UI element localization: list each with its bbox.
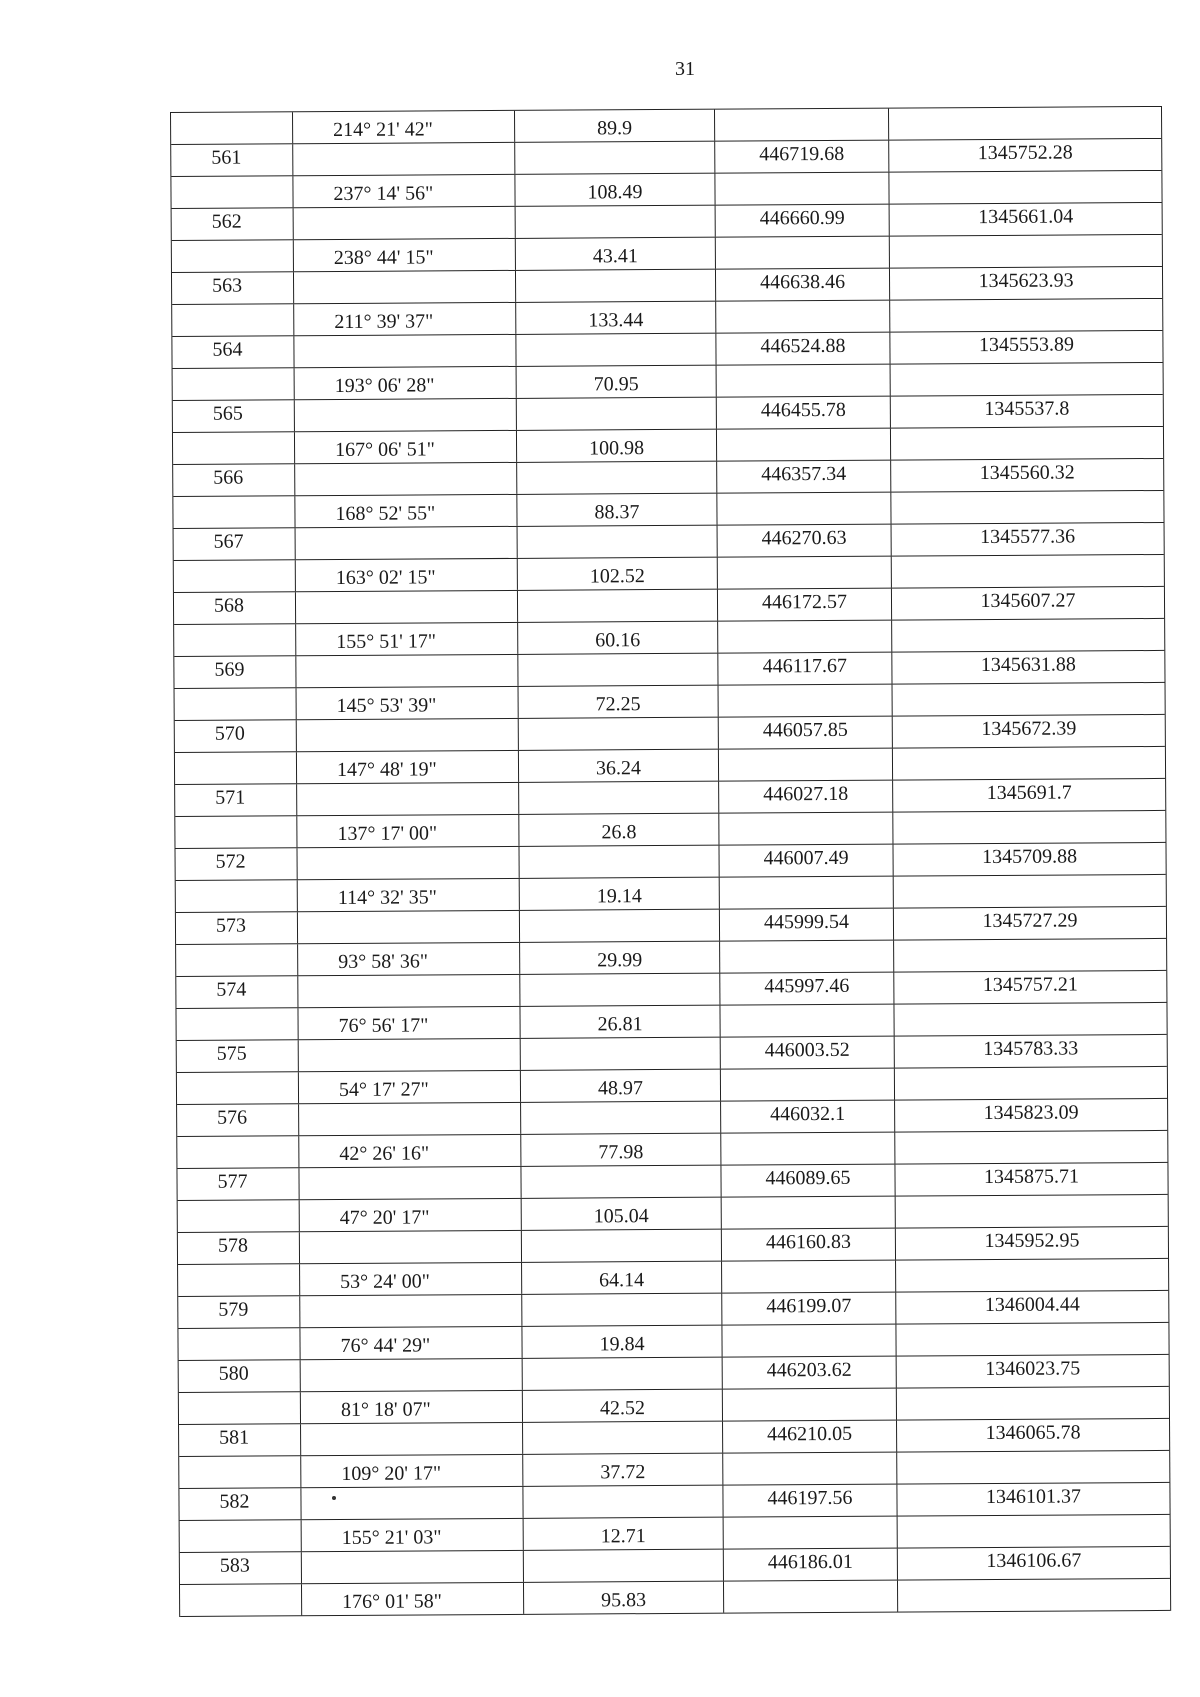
bearing-cell bbox=[297, 783, 519, 815]
distance-cell bbox=[518, 590, 718, 622]
northing-cell bbox=[895, 1067, 1167, 1100]
northing-cell bbox=[893, 811, 1165, 844]
easting-cell bbox=[721, 1133, 895, 1165]
bearing-cell: 76° 56' 17" bbox=[298, 1007, 520, 1039]
point-id-cell: 569 bbox=[174, 656, 296, 688]
northing-cell: 1345875.71 bbox=[983, 1165, 1080, 1189]
bearing-cell: 137° 17' 00" bbox=[297, 815, 519, 847]
easting-cell: 446172.57 bbox=[718, 589, 892, 621]
bearing-cell: 176° 01' 58" bbox=[302, 1583, 524, 1615]
point-id-cell bbox=[172, 304, 294, 336]
point-id-cell: 578 bbox=[178, 1232, 300, 1264]
point-id-cell bbox=[172, 240, 294, 272]
scan-speck bbox=[332, 1496, 336, 1500]
easting-cell bbox=[716, 301, 890, 333]
easting-cell: 446199.07 bbox=[722, 1293, 896, 1325]
easting-cell: 445999.54 bbox=[720, 909, 894, 941]
distance-cell bbox=[516, 334, 716, 366]
northing-cell: 1345752.28 bbox=[977, 141, 1073, 165]
bearing-cell bbox=[299, 1103, 521, 1135]
bearing-cell bbox=[300, 1295, 522, 1327]
point-id-cell: 572 bbox=[176, 848, 298, 880]
distance-cell: 12.71 bbox=[524, 1518, 724, 1550]
distance-cell bbox=[518, 526, 718, 558]
bearing-cell: 54° 17' 27" bbox=[299, 1071, 521, 1103]
northing-cell: 1345537.8 bbox=[984, 397, 1070, 421]
point-id-cell bbox=[179, 1392, 301, 1424]
easting-cell bbox=[718, 621, 892, 653]
distance-cell bbox=[519, 718, 719, 750]
distance-cell bbox=[524, 1550, 724, 1582]
point-id-cell: 567 bbox=[174, 528, 296, 560]
easting-cell bbox=[720, 877, 894, 909]
easting-cell: 446719.68 bbox=[715, 141, 889, 173]
bearing-cell: 42° 26' 16" bbox=[299, 1135, 521, 1167]
easting-cell bbox=[723, 1453, 897, 1485]
easting-cell: 446197.56 bbox=[723, 1485, 897, 1517]
bearing-cell bbox=[294, 271, 516, 303]
northing-cell bbox=[891, 491, 1163, 524]
easting-cell bbox=[717, 493, 891, 525]
distance-cell bbox=[516, 270, 716, 302]
distance-cell: 89.9 bbox=[515, 110, 715, 142]
distance-cell bbox=[520, 974, 720, 1006]
easting-cell bbox=[720, 1005, 894, 1037]
distance-cell: 72.25 bbox=[519, 686, 719, 718]
distance-cell bbox=[521, 1102, 721, 1134]
bearing-cell bbox=[297, 847, 519, 879]
point-id-cell bbox=[177, 1136, 299, 1168]
northing-cell bbox=[894, 875, 1166, 908]
northing-cell: 1346004.44 bbox=[984, 1293, 1080, 1317]
northing-cell bbox=[894, 1003, 1166, 1036]
distance-cell: 60.16 bbox=[518, 622, 718, 654]
point-id-cell: 574 bbox=[176, 976, 298, 1008]
northing-cell bbox=[893, 747, 1165, 780]
distance-cell bbox=[519, 846, 719, 878]
survey-coordinates-table bbox=[170, 106, 1171, 1617]
northing-cell: 1345560.32 bbox=[979, 461, 1075, 485]
northing-cell bbox=[892, 555, 1164, 588]
point-id-cell: 576 bbox=[177, 1104, 299, 1136]
northing-cell bbox=[889, 107, 1161, 140]
northing-cell: 1345691.7 bbox=[986, 781, 1072, 805]
distance-cell bbox=[520, 910, 720, 942]
easting-cell: 446638.46 bbox=[716, 269, 890, 301]
bearing-cell bbox=[301, 1487, 523, 1519]
point-id-cell bbox=[179, 1456, 301, 1488]
distance-cell: 26.8 bbox=[519, 814, 719, 846]
point-id-cell bbox=[175, 816, 297, 848]
northing-cell bbox=[890, 299, 1162, 332]
northing-cell bbox=[894, 939, 1166, 972]
point-id-cell: 565 bbox=[173, 400, 295, 432]
northing-cell bbox=[896, 1195, 1168, 1228]
bearing-cell: 211° 39' 37" bbox=[294, 303, 516, 335]
bearing-cell bbox=[302, 1551, 524, 1583]
northing-cell: 1345553.89 bbox=[978, 333, 1075, 357]
easting-cell bbox=[719, 685, 893, 717]
bearing-cell bbox=[294, 335, 516, 367]
northing-cell bbox=[892, 619, 1164, 652]
bearing-cell: 47° 20' 17" bbox=[300, 1199, 522, 1231]
easting-cell bbox=[719, 813, 893, 845]
bearing-cell: 53° 24' 00" bbox=[300, 1263, 522, 1295]
easting-cell bbox=[722, 1261, 896, 1293]
distance-cell: 48.97 bbox=[521, 1070, 721, 1102]
point-id-cell bbox=[177, 1072, 299, 1104]
distance-cell: 64.14 bbox=[522, 1262, 722, 1294]
easting-cell bbox=[717, 429, 891, 461]
bearing-cell: 114° 32' 35" bbox=[298, 879, 520, 911]
point-id-cell: 581 bbox=[179, 1424, 301, 1456]
bearing-cell bbox=[299, 1039, 521, 1071]
distance-cell bbox=[517, 398, 717, 430]
bearing-cell: 193° 06' 28" bbox=[295, 367, 517, 399]
distance-cell bbox=[518, 654, 718, 686]
bearing-cell: 76° 44' 29" bbox=[300, 1327, 522, 1359]
course-row bbox=[180, 1579, 1170, 1617]
easting-cell: 446089.65 bbox=[721, 1165, 895, 1197]
distance-cell: 105.04 bbox=[522, 1198, 722, 1230]
bearing-cell bbox=[301, 1359, 523, 1391]
bearing-cell bbox=[300, 1231, 522, 1263]
northing-cell bbox=[896, 1323, 1168, 1356]
easting-cell bbox=[722, 1325, 896, 1357]
distance-cell: 100.98 bbox=[517, 430, 717, 462]
point-id-cell: 573 bbox=[176, 912, 298, 944]
distance-cell: 95.83 bbox=[524, 1582, 724, 1614]
easting-cell: 446210.05 bbox=[723, 1421, 897, 1453]
easting-cell bbox=[721, 1069, 895, 1101]
northing-cell: 1345607.27 bbox=[980, 589, 1076, 613]
point-id-cell bbox=[171, 112, 293, 144]
distance-cell: 133.44 bbox=[516, 302, 716, 334]
easting-cell bbox=[724, 1517, 898, 1549]
northing-cell: 1346106.67 bbox=[986, 1549, 1082, 1573]
easting-cell: 446186.01 bbox=[724, 1549, 898, 1581]
point-id-cell bbox=[175, 688, 297, 720]
bearing-cell: 109° 20' 17" bbox=[301, 1455, 523, 1487]
northing-cell: 1345757.21 bbox=[982, 973, 1078, 997]
northing-cell bbox=[898, 1515, 1170, 1548]
distance-cell: 70.95 bbox=[517, 366, 717, 398]
bearing-cell: 155° 51' 17" bbox=[296, 623, 518, 655]
bearing-cell: 147° 48' 19" bbox=[297, 751, 519, 783]
point-id-cell: 563 bbox=[172, 272, 294, 304]
easting-cell: 446027.18 bbox=[719, 781, 893, 813]
point-id-cell bbox=[178, 1200, 300, 1232]
bearing-cell bbox=[296, 591, 518, 623]
distance-cell bbox=[519, 782, 719, 814]
bearing-cell bbox=[295, 463, 517, 495]
bearing-cell bbox=[297, 719, 519, 751]
distance-cell bbox=[522, 1294, 722, 1326]
bearing-cell bbox=[296, 527, 518, 559]
distance-cell bbox=[523, 1358, 723, 1390]
point-id-cell bbox=[173, 496, 295, 528]
northing-cell: 1345727.29 bbox=[982, 909, 1078, 933]
point-id-cell bbox=[171, 176, 293, 208]
northing-cell: 1346023.75 bbox=[985, 1357, 1081, 1381]
easting-cell: 446524.88 bbox=[716, 333, 890, 365]
northing-cell: 1345661.04 bbox=[978, 205, 1074, 229]
bearing-cell bbox=[293, 143, 515, 175]
distance-cell: 102.52 bbox=[518, 558, 718, 590]
bearing-cell bbox=[298, 975, 520, 1007]
northing-cell: 1345823.09 bbox=[983, 1101, 1079, 1125]
easting-cell: 446203.62 bbox=[723, 1357, 897, 1389]
distance-cell: 19.84 bbox=[522, 1326, 722, 1358]
point-id-cell: 564 bbox=[172, 336, 294, 368]
distance-cell: 26.81 bbox=[520, 1006, 720, 1038]
easting-cell: 446007.49 bbox=[719, 845, 893, 877]
bearing-cell: 155° 21' 03" bbox=[302, 1519, 524, 1551]
easting-cell bbox=[715, 109, 889, 141]
distance-cell: 43.41 bbox=[516, 238, 716, 270]
point-id-cell bbox=[174, 560, 296, 592]
point-id-cell bbox=[178, 1264, 300, 1296]
northing-cell bbox=[897, 1387, 1169, 1420]
point-id-cell: 575 bbox=[177, 1040, 299, 1072]
distance-cell: 37.72 bbox=[523, 1454, 723, 1486]
northing-cell: 1345709.88 bbox=[981, 845, 1078, 869]
northing-cell bbox=[898, 1579, 1170, 1612]
distance-cell: 77.98 bbox=[521, 1134, 721, 1166]
distance-cell bbox=[516, 206, 716, 238]
point-id-cell: 582 bbox=[179, 1488, 301, 1520]
distance-cell bbox=[523, 1422, 723, 1454]
easting-cell: 445997.46 bbox=[720, 973, 894, 1005]
distance-cell: 108.49 bbox=[515, 174, 715, 206]
northing-cell: 1345631.88 bbox=[980, 653, 1076, 677]
distance-cell bbox=[521, 1166, 721, 1198]
point-id-cell bbox=[175, 752, 297, 784]
easting-cell: 446117.67 bbox=[718, 653, 892, 685]
point-id-cell: 566 bbox=[173, 464, 295, 496]
point-id-cell: 568 bbox=[174, 592, 296, 624]
point-id-cell bbox=[180, 1584, 302, 1616]
easting-cell: 446032.1 bbox=[721, 1101, 895, 1133]
northing-cell bbox=[889, 171, 1161, 204]
page-number: 31 bbox=[675, 58, 695, 80]
northing-cell: 1345783.33 bbox=[983, 1037, 1079, 1061]
point-id-cell: 579 bbox=[178, 1296, 300, 1328]
bearing-cell: 214° 21' 42" bbox=[293, 111, 515, 143]
bearing-cell bbox=[296, 655, 518, 687]
point-id-cell bbox=[178, 1328, 300, 1360]
point-id-cell bbox=[174, 624, 296, 656]
northing-cell: 1346101.37 bbox=[985, 1485, 1082, 1509]
distance-cell: 42.52 bbox=[523, 1390, 723, 1422]
bearing-cell bbox=[298, 911, 520, 943]
distance-cell bbox=[522, 1230, 722, 1262]
easting-cell bbox=[722, 1197, 896, 1229]
bearing-cell bbox=[294, 207, 516, 239]
easting-cell bbox=[718, 557, 892, 589]
bearing-cell: 163° 02' 15" bbox=[296, 559, 518, 591]
northing-cell bbox=[890, 235, 1162, 268]
point-id-cell bbox=[176, 1008, 298, 1040]
bearing-cell: 145° 53' 39" bbox=[297, 687, 519, 719]
bearing-cell bbox=[299, 1167, 521, 1199]
easting-cell bbox=[715, 173, 889, 205]
bearing-cell: 237° 14' 56" bbox=[293, 175, 515, 207]
distance-cell: 88.37 bbox=[517, 494, 717, 526]
easting-cell: 446160.83 bbox=[722, 1229, 896, 1261]
northing-cell: 1345672.39 bbox=[981, 717, 1077, 741]
bearing-cell: 168° 52' 55" bbox=[295, 495, 517, 527]
easting-cell: 446660.99 bbox=[716, 205, 890, 237]
easting-cell: 446270.63 bbox=[718, 525, 892, 557]
distance-cell bbox=[515, 142, 715, 174]
point-id-cell: 580 bbox=[179, 1360, 301, 1392]
distance-cell: 36.24 bbox=[519, 750, 719, 782]
bearing-cell: 238° 44' 15" bbox=[294, 239, 516, 271]
point-id-cell: 583 bbox=[180, 1552, 302, 1584]
easting-cell: 446455.78 bbox=[717, 397, 891, 429]
northing-cell: 1345577.36 bbox=[980, 525, 1076, 549]
point-id-cell bbox=[173, 368, 295, 400]
bearing-cell: 93° 58' 36" bbox=[298, 943, 520, 975]
bearing-cell: 81° 18' 07" bbox=[301, 1391, 523, 1423]
northing-cell bbox=[896, 1259, 1168, 1292]
northing-cell: 1345623.93 bbox=[978, 269, 1074, 293]
point-id-cell: 577 bbox=[177, 1168, 299, 1200]
distance-cell bbox=[521, 1038, 721, 1070]
easting-cell bbox=[723, 1389, 897, 1421]
northing-cell: 1346065.78 bbox=[985, 1421, 1081, 1445]
point-id-cell: 561 bbox=[171, 144, 293, 176]
bearing-cell: 167° 06' 51" bbox=[295, 431, 517, 463]
easting-cell: 446357.34 bbox=[717, 461, 891, 493]
easting-cell bbox=[716, 237, 890, 269]
point-id-cell: 570 bbox=[175, 720, 297, 752]
distance-cell: 29.99 bbox=[520, 942, 720, 974]
point-id-cell bbox=[176, 944, 298, 976]
easting-cell bbox=[724, 1581, 898, 1613]
northing-cell bbox=[891, 363, 1163, 396]
point-id-cell: 571 bbox=[175, 784, 297, 816]
point-id-cell: 562 bbox=[172, 208, 294, 240]
point-id-cell bbox=[180, 1520, 302, 1552]
easting-cell bbox=[719, 749, 893, 781]
distance-cell: 19.14 bbox=[520, 878, 720, 910]
easting-cell bbox=[717, 365, 891, 397]
distance-cell bbox=[523, 1486, 723, 1518]
northing-cell: 1345952.95 bbox=[984, 1229, 1080, 1253]
point-id-cell bbox=[173, 432, 295, 464]
northing-cell bbox=[897, 1451, 1169, 1484]
point-id-cell bbox=[176, 880, 298, 912]
bearing-cell bbox=[295, 399, 517, 431]
northing-cell bbox=[895, 1131, 1167, 1164]
easting-cell bbox=[720, 941, 894, 973]
easting-cell: 446003.52 bbox=[721, 1037, 895, 1069]
northing-cell bbox=[893, 683, 1165, 716]
distance-cell bbox=[517, 462, 717, 494]
easting-cell: 446057.85 bbox=[719, 717, 893, 749]
northing-cell bbox=[891, 427, 1163, 460]
bearing-cell bbox=[301, 1423, 523, 1455]
